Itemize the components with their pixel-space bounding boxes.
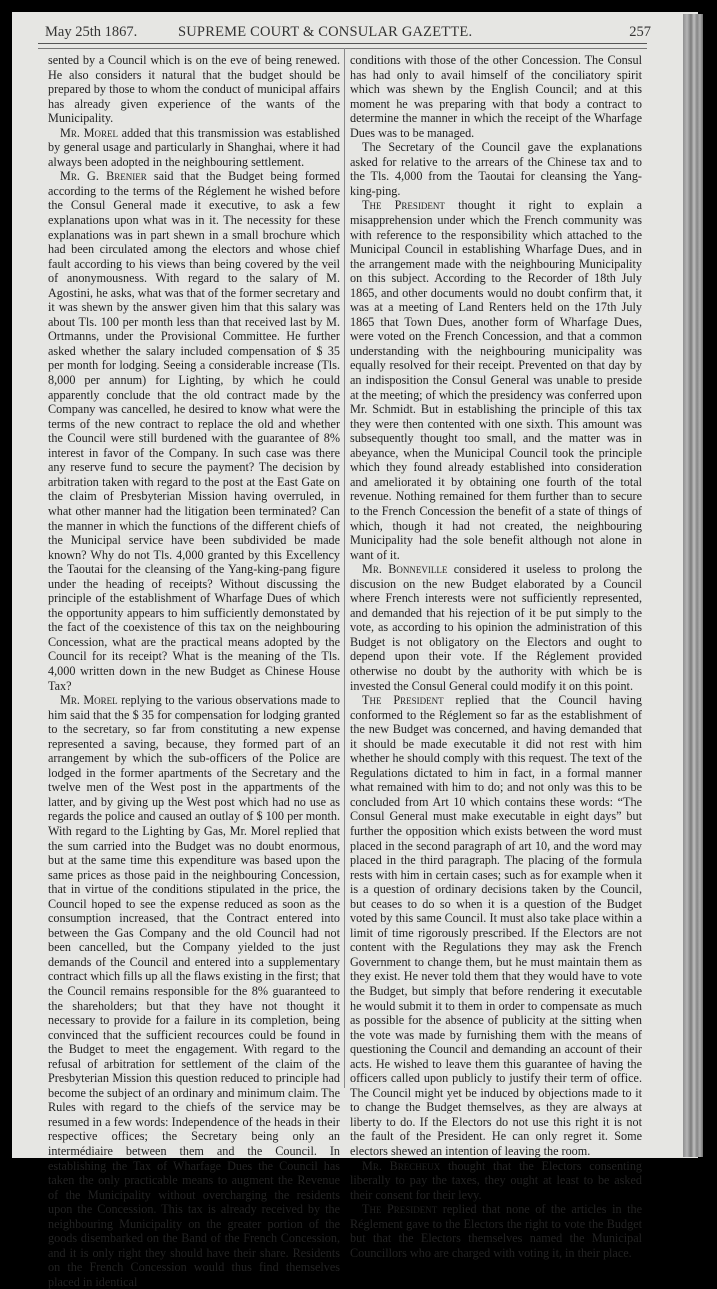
page-number: 257: [629, 24, 651, 40]
header-rule: [38, 43, 647, 49]
speaker-name: Mr. G. Brenier: [60, 169, 147, 184]
column-divider: [344, 48, 345, 1088]
issue-date: May 25th 1867.: [45, 24, 138, 40]
paragraph: sented by a Council which is on the eve of being renewed. He also considers it natural that the budget should be prepared by those to whom the conduct of municipal affairs has already given experience of the wants of the Municipality.: [48, 53, 340, 126]
paragraph: The President replied that none of the articles in the Réglement gave to the Electors the right to vote the Budget but that the Electors themselves named the Municipal Councillors who are charged with voting it, in their place.: [350, 1202, 643, 1260]
paragraph: The President replied that the Council having conformed to the Réglement so far as the establishment of the new Budget was concerned, and having demanded that it should be made executable it did not rest with him whether he should comply with this request. The text of the Regulations dictated to him in fact, in a formal manner what remained with him to do; and not only was this to be concluded from Art 10 which contains these words: “The Consul General must make executable in eight days” but further the opposition which exists between the word must placed in the second paragraph of art 10, and the word may placed in the third paragraph. The placing of the formula rests with him in certain cases; such as for example when it is a question of ordinary decisions taken by the Council, but ceases to do so when it is a question of the Budget voted by this same Council. It must also take place within a limit of time rigorously prescribed. If the Electors are not content with the Regulations they may ask the French Government to change them, but he must maintain them as they exist. He never told them that they would have to vote the Budget, but simply that before rendering it executable he would submit it to them in order to compensate as much as possible for the absence of publicity at the sitting when the vote was made by furnishing them with the means of questioning the Council and demanding an account of their acts. He wished to leave them this guarantee of having the officers called upon publicly to justify their term of office. The Council might yet be induced by objections made to it to change the Budget themselves, as they are always at liberty to do. If the Electors do not use this right it is not the fault of the President. He can only regret it. Some electors shewed an intention of leaving the room.: [350, 693, 643, 1159]
paragraph: Mr. Morel added that this transmission was established by general usage and particularly in Shanghai, where it had always been adopted in the neighbouring settlement.: [48, 125, 340, 169]
paragraph: Mr. G. Brenier said that the Budget being formed according to the terms of the Réglement he wished before the Consul General made it executive, to ask a few explanations upon what was in it. The necessity for these explanations was in part shewn in a small brochure which had been circulated among the electors and whose chief fault according to his views than being covered by the veil of anonymousness. With regard to the salary of M. Agostini, he asks, what was that of the former secretary and it was shewn by the answer given him that this salary was about Tls. 100 per month less than that received last by M. Ortmanns, under the Provisional Committee. He further asked whether the salary included compensation of $ 35 per month for lodging. Seeing a considerable increase (Tls. 8,000 per annum) for Lighting, by which he could apparently conclude that the old contract made by the Company was cancelled, he desired to know what were the terms of the new contract to replace the old and whether the Council were still burdened with the guarantee of 8% interest in favor of the Company. In such case was there any reserve fund to secure the payment? The decision by arbitration taken with regard to the post at the East Gate on the claim of Presbyterian Mission having overruled, in what other manner had the litigation been terminated? Can the manner in which the functions of the different chiefs of the Municipal service have been subdivided be made known? Why do not Tls. 4,000 granted by this Excellency the Taoutai for the cleansing of the Yang-king-pang figure under the heading of receipts? Without discussing the principle of the establishment of Wharfage Dues of which the opportunity appears to him sufficiently demonstated by the fact of the coexistence of this tax on the neighbouring Concession, what are the practical means adopted by the Council for its receipt? What is the meaning of the Tls. 4,000 written down in the new Budget as Chinese House Tax?: [48, 169, 340, 693]
paragraph: Mr. Bonneville considered it useless to prolong the discusion on the new Budget elaborated by a Council where French interests were not sufficiently represented, and demanded that his rejection of it be put simply to the vote, as according to his opinion the administration of this Budget is not obligatory on the Electors and ought to depend upon their vote. If the Réglement provided otherwise no doubt by the authority with which be is invested the Consul General could modify it on this point.: [350, 562, 642, 693]
speaker-name: Mr. Brecheux: [362, 1158, 441, 1173]
speaker-name: The President: [362, 198, 445, 213]
paragraph: The Secretary of the Council gave the explanations asked for relative to the arrears of the Chinese tax and to the Tls. 4,000 from the Taoutai for cleansing the Yang-king-ping.: [350, 140, 642, 198]
paragraph: Mr. Morel replying to the various observations made to him said that the $ 35 for compensation for lodging granted to the secretary, so far from constituting a new expense represented a saving, because, they formed part of an arrangement by which the sub-officers of the Police are lodged in the former apartments of the Secretary and the twelve men of the West post in the appartments of the latter, and by giving up the West post which had no use as regards the police and caused an outlay of $ 100 per month. With regard to the Lighting by Gas, Mr. Morel replied that the sum carried into the Budget was no doubt enormous, but at the same time this expenditure was based upon the same prices as those paid in the neighbouring Concession, that in virtue of the conditions stipulated in the price, the Council hoped to see the expense reduced as soon as the consumption increased, that the Contract entered into between the Gas Company and the old Council had not been cancelled, but the Company yielded to the just demands of the Council and entered into a supplementary contract which fills up all the flaws existing in the first; that the Council remains responsible for the 8% guaranteed to the shareholders; but that they have not thought it necessary to provide for a failure in its completion, being convinced that the sufficient recources could be found in the Budget to meet the engagement. With regard to the refusal of arbitration for settlement of the claim of the Presbyterian Mission this question reduced to principle had become the subject of an ordinary and minimum claim. The Rules with regard to the chiefs of the service may be resumed in a few words: Independence of the heads in their respective offices; the Secretary being only an intermédiaire between them and the Council. In establishing the Tax of Wharfage Dues the Council has taken the only practicable means to augment the Revenue of the Municipality without overcharging the residents upon the Concession. This tax is already received by the neighbouring Municipality on the greater portion of the goods disembarked on the Band of the French Concession, and it is only right they should have their share. Residents on the French Concession would thus find themselves placed in identical: [48, 693, 340, 1289]
paragraph: The President thought it right to explain a misapprehension under which the French community was with reference to the responsibility which attached to the Municipal Council in establishing Wharfage Dues, and in the arrangement made with the neighbouring Municipality on this subject. According to the Recorder of 18th July 1865, and other documents would no doubt confirm that, it was at a meeting of Land Renters held on the 17th July 1865 that Town Dues, another form of Wharfage Dues, were voted on the French Concession, and that a common understanding with the neighbouring municipality was equally resolved for their receipt. Prevented on that day by an indisposition the Consul General was unable to preside at the meeting; of which the presidency was conferred upon Mr. Schmidt. But in establishing the principle of this tax they were then contented with one sixth. This amount was subsequently thought too small, and the matter was in abeyance, when the Municipal Council took the principle which they found already established into consideration and ameliorated it by obtaining one fourth of the total revenue. Nothing remained for them further than to secure to the French Concession the benefit of a state of things of which, though it had not created, the neighbouring Municipality had the sole benefit although not alone in want of it.: [350, 198, 643, 562]
page-header: [33, 22, 651, 42]
left-column: [48, 53, 340, 1289]
publication-title: SUPREME COURT & CONSULAR GAZETTE.: [178, 24, 473, 40]
right-column: [350, 53, 642, 1260]
speaker-name: The President: [362, 1202, 438, 1217]
book-page-edges: [683, 14, 703, 1157]
speaker-name: Mr. Bonneville: [362, 562, 448, 577]
speaker-name: Mr. Morel: [60, 693, 118, 708]
paragraph: Mr. Brecheux thought that the Electors consenting liberally to pay the taxes, they ought at least to be asked their consent for their levy.: [350, 1158, 643, 1202]
speaker-name: The President: [362, 693, 444, 708]
paragraph: conditions with those of the other Concession. The Consul has had only to avail himself of the conciliatory spirit which was shewn by the English Council; and at this moment he was preparing with that body a contract to determine the manner in which the receipt of the Wharfage Dues was to be managed.: [350, 53, 642, 140]
speaker-name: Mr. Morel: [60, 125, 118, 140]
